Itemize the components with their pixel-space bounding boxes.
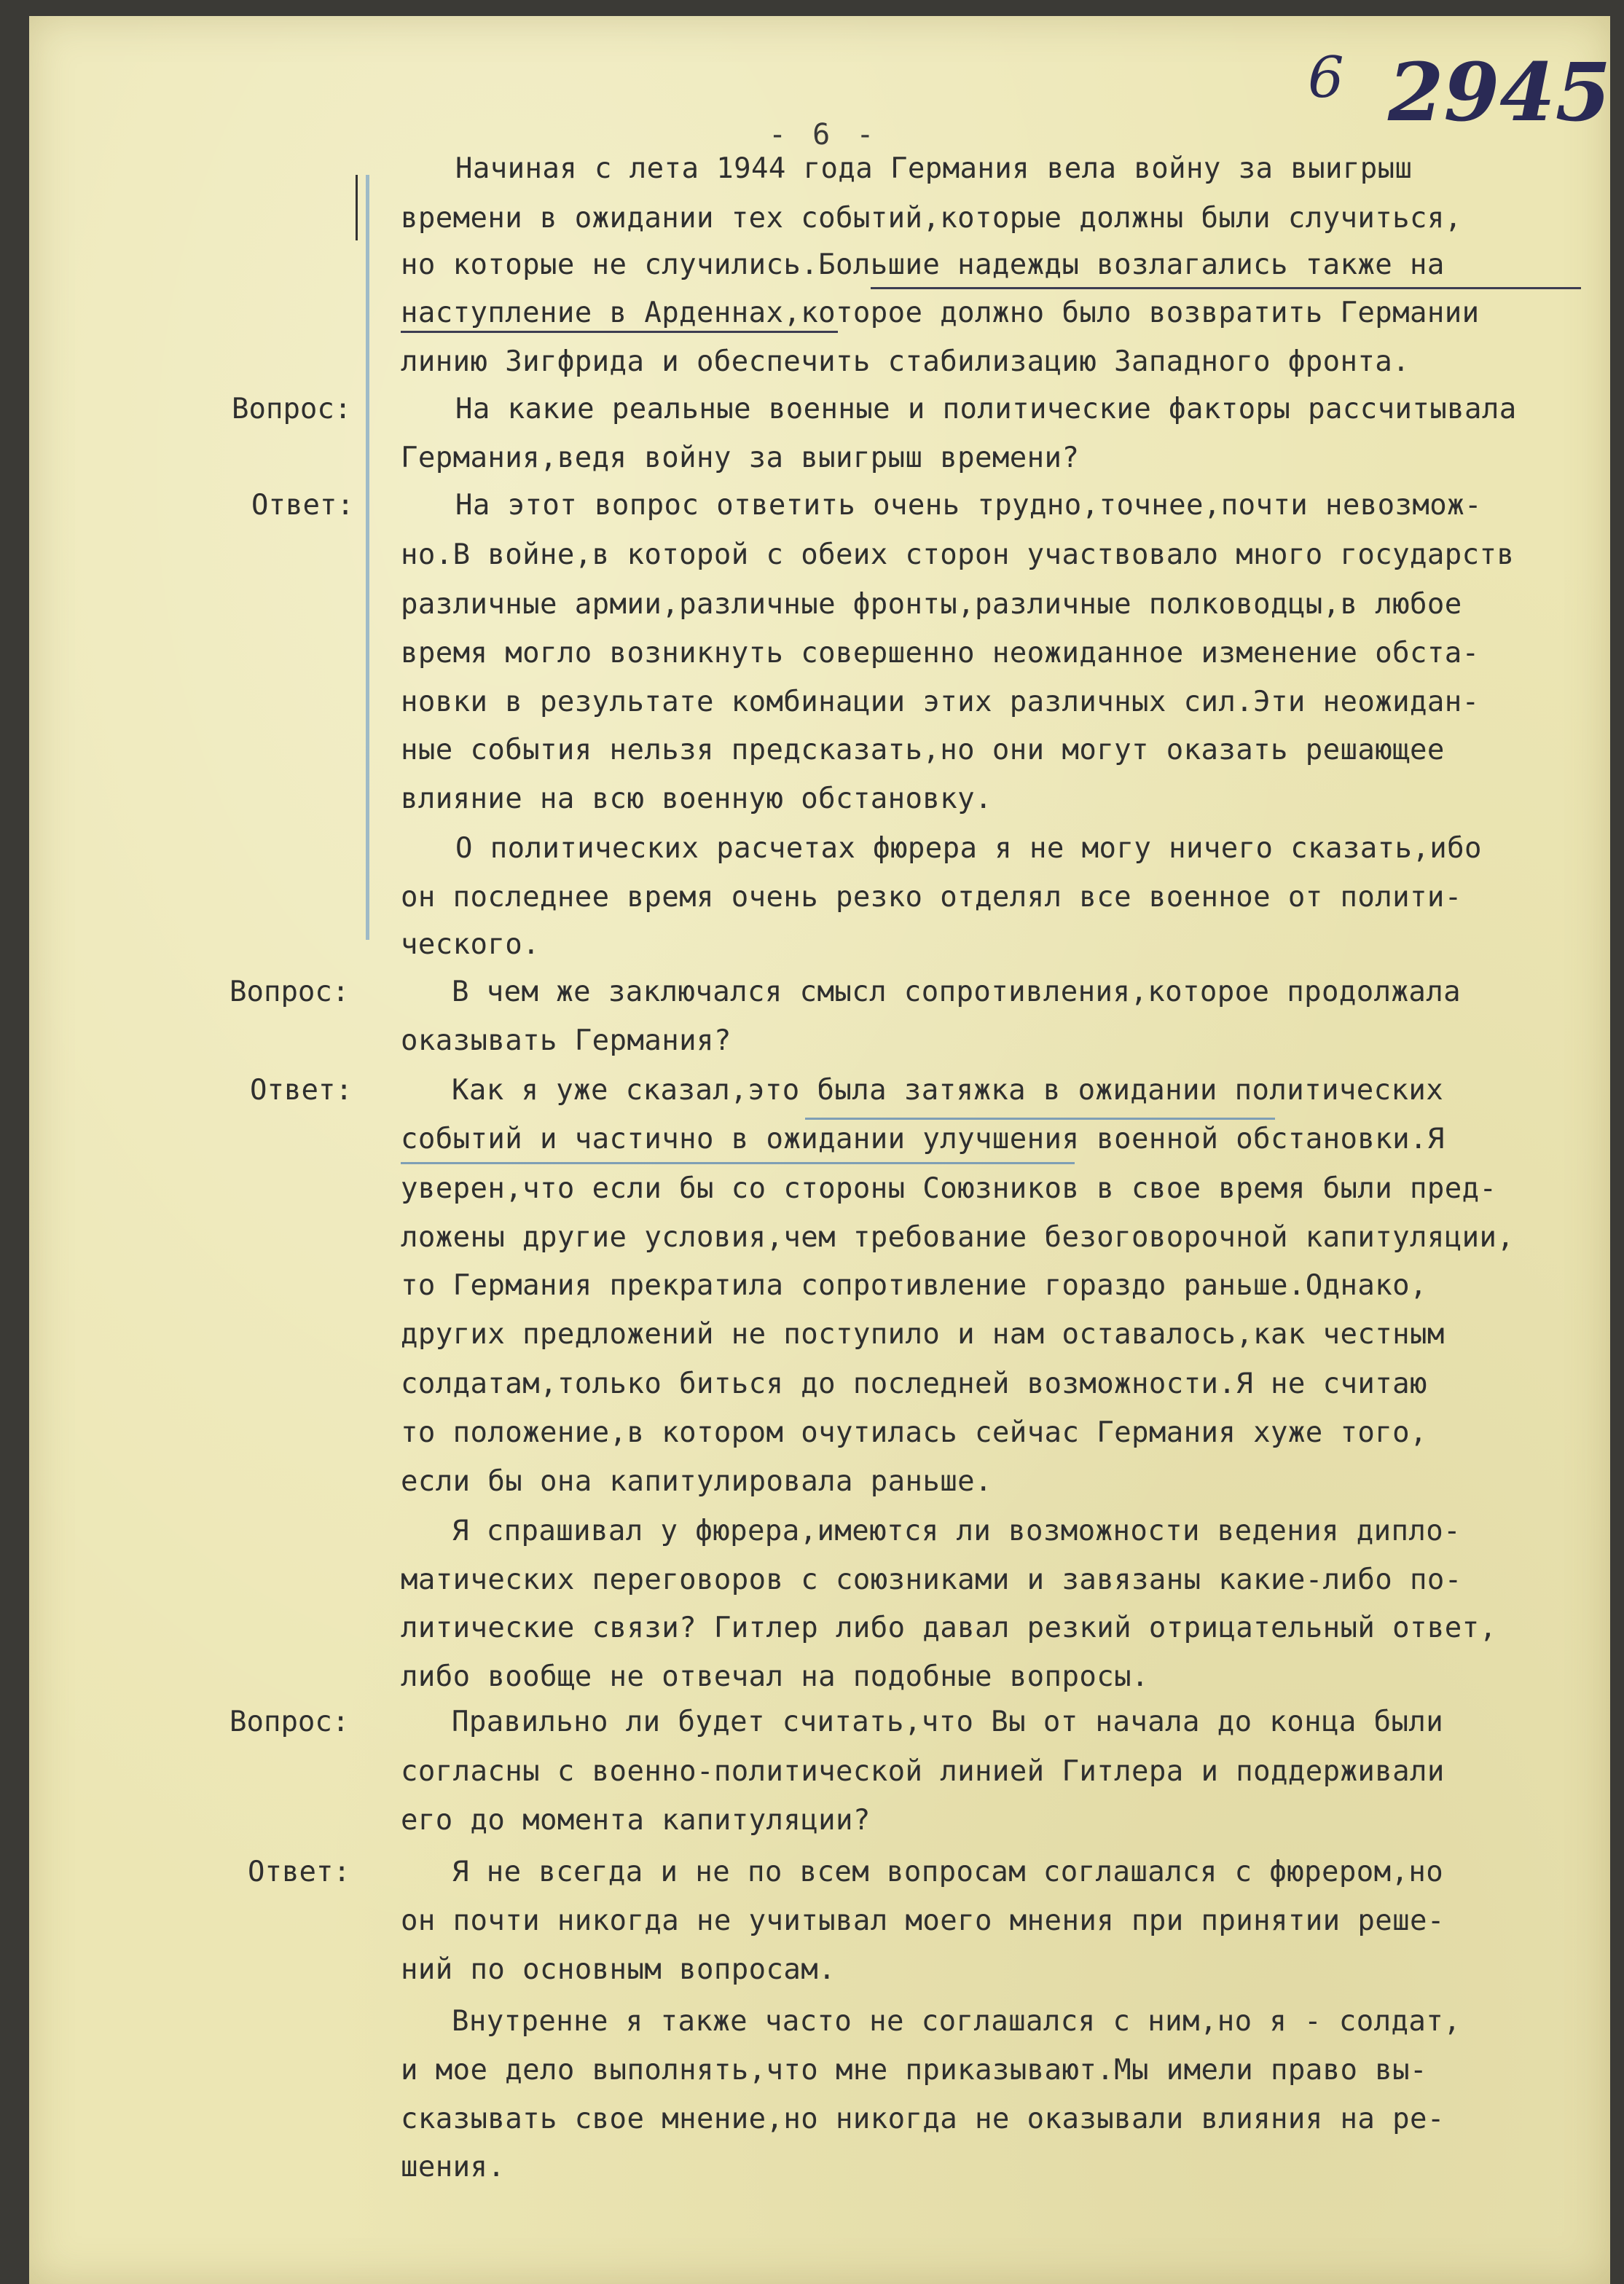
pencil-margin-line bbox=[366, 175, 369, 940]
text-line: уверен,что если бы со стороны Союзников в свое время были пред- bbox=[401, 1172, 1497, 1205]
text-line: ний по основным вопросам. bbox=[401, 1953, 836, 1986]
text-line: но.В войне,в которой с обеих сторон участвовало много государств bbox=[401, 538, 1515, 571]
answer-label: Ответ: bbox=[251, 489, 354, 522]
text-line: литические связи? Гитлер либо давал резкий отрицательный ответ, bbox=[401, 1612, 1497, 1644]
text-line: ные события нельзя предсказать,но они могут оказать решающее bbox=[401, 734, 1445, 766]
text-line: шения. bbox=[401, 2151, 506, 2183]
text-line: новки в результате комбинации этих различных сил.Эти неожидан- bbox=[401, 686, 1480, 718]
underline bbox=[401, 331, 838, 333]
question-label: Вопрос: bbox=[230, 1706, 350, 1738]
text-line: время могло возникнуть совершенно неожиданное изменение обста- bbox=[401, 637, 1480, 670]
text-line: он последнее время очень резко отделял все военное от полити- bbox=[401, 881, 1462, 914]
text-line: Внутренне я также часто не соглашался с ним,но я - солдат, bbox=[452, 2005, 1462, 2038]
text-line: Как я уже сказал,это была затяжка в ожидании политических bbox=[452, 1074, 1444, 1107]
text-line: согласны с военно-политической линией Гитлера и поддерживали bbox=[401, 1755, 1445, 1788]
text-line: На этот вопрос ответить очень трудно,точнее,почти невозмож- bbox=[455, 489, 1482, 522]
text-line: и мое дело выполнять,что мне приказывают.Мы имели право вы- bbox=[401, 2054, 1427, 2087]
text-line: времени в ожидании тех событий,которые должны были случиться, bbox=[401, 202, 1462, 235]
text-line: либо вообще не отвечал на подобные вопросы. bbox=[401, 1660, 1149, 1693]
question-label: Вопрос: bbox=[230, 976, 350, 1008]
text-line: если бы она капитулировала раньше. bbox=[401, 1465, 992, 1498]
archive-folio-number: 6 bbox=[1308, 45, 1344, 111]
text-line: Я спрашивал у фюрера,имеются ли возможности ведения дипло- bbox=[452, 1515, 1462, 1547]
text-line: влияние на всю военную обстановку. bbox=[401, 782, 992, 815]
answer-label: Ответ: bbox=[248, 1856, 350, 1888]
text-line: событий и частично в ожидании улучшения военной обстановки.Я bbox=[401, 1123, 1445, 1155]
text-line: Начиная с лета 1944 года Германия вела войну за выигрыш bbox=[455, 152, 1413, 185]
text-line: оказывать Германия? bbox=[401, 1024, 731, 1057]
text-line: наступление в Арденнах,которое должно было возвратить Германии bbox=[401, 297, 1480, 329]
text-line: его до момента капитуляции? bbox=[401, 1804, 871, 1837]
archive-page-handwritten: 2945 bbox=[1388, 45, 1612, 139]
text-line: О политических расчетах фюрера я не могу ничего сказать,ибо bbox=[455, 832, 1482, 865]
text-line: Правильно ли будет считать,что Вы от начала до конца были bbox=[452, 1706, 1444, 1738]
document-page bbox=[29, 16, 1610, 2284]
underline bbox=[401, 1162, 1075, 1164]
margin-bracket bbox=[356, 175, 358, 240]
text-line: различные армии,различные фронты,различные полководцы,в любое bbox=[401, 588, 1462, 621]
text-line: солдатам,только биться до последней возможности.Я не считаю bbox=[401, 1367, 1427, 1400]
text-line: ложены другие условия,чем требование безоговорочной капитуляции, bbox=[401, 1221, 1515, 1254]
answer-label: Ответ: bbox=[250, 1074, 353, 1107]
text-line: ческого. bbox=[401, 928, 541, 961]
text-line: других предложений не поступило и нам оставалось,как честным bbox=[401, 1318, 1445, 1351]
page-number: - 6 - bbox=[769, 118, 879, 152]
question-label: Вопрос: bbox=[232, 393, 352, 425]
text-line: линию Зигфрида и обеспечить стабилизацию Западного фронта. bbox=[401, 345, 1411, 378]
text-line: Германия,ведя войну за выигрыш времени? bbox=[401, 442, 1080, 474]
underline bbox=[871, 287, 1581, 289]
text-line: На какие реальные военные и политические факторы рассчитывала bbox=[455, 393, 1517, 425]
text-line: В чем же заключался смысл сопротивления,которое продолжала bbox=[452, 976, 1462, 1008]
text-line: то положение,в котором очутилась сейчас Германия хуже того, bbox=[401, 1416, 1427, 1449]
text-line: он почти никогда не учитывал моего мнения при принятии реше- bbox=[401, 1904, 1445, 1937]
text-line: но которые не случились.Большие надежды возлагались также на bbox=[401, 248, 1445, 281]
text-line: Я не всегда и не по всем вопросам соглашался с фюрером,но bbox=[452, 1856, 1444, 1888]
text-line: то Германия прекратила сопротивление гораздо раньше.Однако, bbox=[401, 1269, 1427, 1302]
text-line: сказывать свое мнение,но никогда не оказывали влияния на ре- bbox=[401, 2103, 1445, 2135]
text-line: матических переговоров с союзниками и завязаны какие-либо по- bbox=[401, 1563, 1462, 1596]
underline bbox=[805, 1118, 1275, 1120]
